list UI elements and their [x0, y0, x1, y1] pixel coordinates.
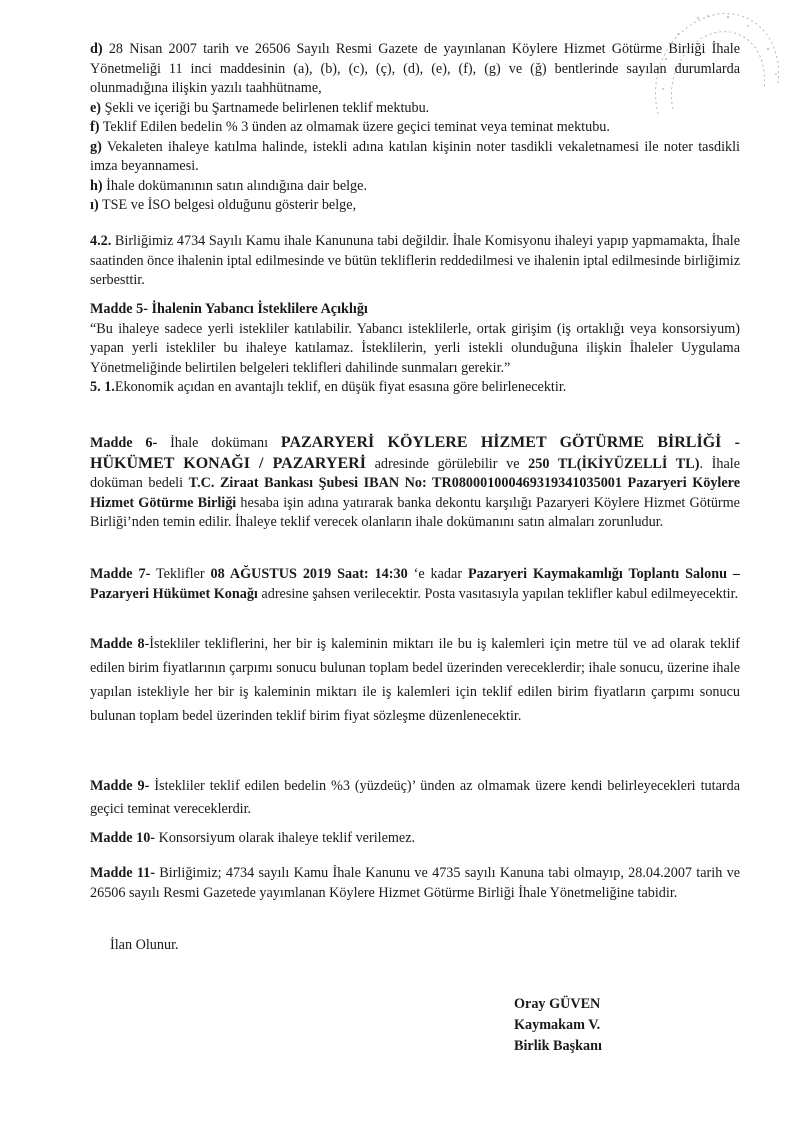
- signer-name: Oray GÜVEN: [514, 996, 601, 1012]
- article-11: Madde 11- Birliğimiz; 4734 sayılı Kamu İhale Kanunu ve 4735 sayılı Kanuna tabi olmayıp, 28.04.2007 tarih ve 26506 sayılı Resmi Gazetede yayımlanan Köylere Hizmet Götürme Birliği İhale Yönetmeliğine tabidir.: [90, 865, 740, 901]
- list-item: g) Vekaleten ihaleye katılma halinde, istekli adına katılan kişinin noter tasdikli vekaletnamesi ile noter tasdikli imza beyannamesi.: [90, 138, 740, 174]
- list-item: ı) TSE ve İSO belgesi olduğunu gösterir belge,: [90, 197, 357, 213]
- article-label: Madde 10-: [90, 830, 156, 846]
- article-label: Madde 9-: [90, 778, 150, 794]
- list-item: f) Teklif Edilen bedelin % 3 ünden az olmamak üzere geçici teminat veya teminat mektubu.: [90, 119, 610, 135]
- signer-title: Birlik Başkanı: [514, 1038, 602, 1054]
- article-6: Madde 6- İhale dokümanı PAZARYERİ KÖYLERE HİZMET GÖTÜRME BİRLİĞİ - HÜKÜMET KONAĞI / PAZARYERİ adresinde görülebilir ve 250 TL(İKİYÜZELLİ TL). İhale doküman bedeli T.C. Ziraat Bankası Şubesi IBAN No: TR080001000469319341035001 Pazaryeri Köylere Hizmet Götürme Birliği hesaba işin adına yatırarak banka dekontu karşılığı Pazaryeri Köylere Hizmet Götürme Birliği’nden temin edilir. İhaleye teklif verecek olanların ihale dokümanını satın almaları zorunludur.: [90, 434, 741, 530]
- article-label: Madde 7-: [90, 566, 151, 582]
- sub-number: 5. 1.: [90, 379, 115, 395]
- list-item: d) 28 Nisan 2007 tarih ve 26506 Sayılı Resmi Gazete de yayınlanan Köylere Hizmet Götürme Birliği İhale Yönetmeliği 11 inci maddesinin (a), (b), (c), (ç), (d), (e), (f), (g) ve (ğ) bentlerinde sayılan durumlarda olunmadığına ilişkin yazılı taahhütname,: [90, 41, 740, 96]
- signer-role: Kaymakam V.: [514, 1017, 601, 1033]
- article-8: Madde 8-İstekliler tekliflerini, her bir iş kaleminin miktarı ile bu iş kalemleri için metre tül ve ad olarak teklif edilen birim fiyatlarının çarpımı sonucu bulunan toplam bedel üzerinden vereceklerdir; ihale sonucu, üzerine ihale yapılan istekliyle her bir iş kaleminin miktarı ile iş kalemleri için teklif edilen birim fiyatların çarpımı sonucu bulunan toplam bedel üzerinden teklif birim fiyat sözleşme düzenlenecektir.: [90, 636, 740, 724]
- list-item: h) İhale dokümanının satın alındığına dair belge.: [90, 177, 367, 194]
- article-label: Madde 6-: [90, 435, 158, 451]
- section-4-2: 4.2. Birliğimiz 4734 Sayılı Kamu ihale Kanununa tabi değildir. İhale Komisyonu ihaleyi yapıp yapmamakta, İhale saatinden önce ihalenin iptal edilmesinde ve bütün tekliflerin reddedilmesi ve ihalenin iptal edilmesinde birliğimiz serbesttir.: [90, 233, 740, 288]
- article-heading: Madde 5- İhalenin Yabancı İsteklilere Açıklığı: [90, 301, 368, 317]
- requirements-list: [90, 40, 740, 216]
- list-item: e) Şekli ve içeriği bu Şartnamede belirlenen teklif mektubu.: [90, 99, 430, 116]
- article-quote: “Bu ihaleye sadece yerli istekliler katılabilir. Yabancı isteklilerle, ortak girişim (iş ortaklığı veya konsorsiyum) yapan yerli istekliler bu ihaleye katılamaz. İsteklilerin, yerli istekli olunduğuna ilişkin İhaleler Uygulama Yönetmeliğinde belirtilen belgeleri teklifleri dahilinde sunmaları gerekir.”: [90, 320, 740, 376]
- article-10: Madde 10- Konsorsiyum olarak ihaleye teklif verilemez.: [90, 830, 416, 846]
- section-number: 4.2.: [90, 233, 112, 249]
- article-9: Madde 9- İstekliler teklif edilen bedelin %3 (yüzdeüç)’ ünden az olmamak üzere kendi belirleyecekleri tutarda geçici teminat vereceklerdir.: [90, 778, 740, 817]
- closing-text: İlan Olunur.: [110, 937, 179, 953]
- article-5: Madde 5- İhalenin Yabancı İsteklilere Açıklığı “Bu ihaleye sadece yerli istekliler katılabilir. Yabancı isteklilerle, ortak girişim (iş ortaklığı veya konsorsiyum) yapan yerli istekliler bu ihaleye katılamaz. İsteklilerin, yerli istekli olunduğuna ilişkin İhaleler Uygulama Yönetmeliğinde belirtilen belgeleri teklifleri dahilinde sunmaları gerekir.” 5. 1.Ekonomik açıdan en avantajlı teklif, en düşük fiyat esasına göre belirlenecektir.: [90, 301, 740, 395]
- article-label: Madde 8: [90, 636, 145, 652]
- article-label: Madde 11-: [90, 865, 155, 881]
- article-7: Madde 7- Teklifler 08 AĞUSTUS 2019 Saat: 14:30 ‘e kadar Pazaryeri Kaymakamlığı Toplantı Salonu – Pazaryeri Hükümet Konağı adresine şahsen verilecektir. Posta vasıtasıyla yapılan teklifler kabul edilmeyecektir.: [90, 566, 740, 602]
- signature-block: [514, 994, 602, 1057]
